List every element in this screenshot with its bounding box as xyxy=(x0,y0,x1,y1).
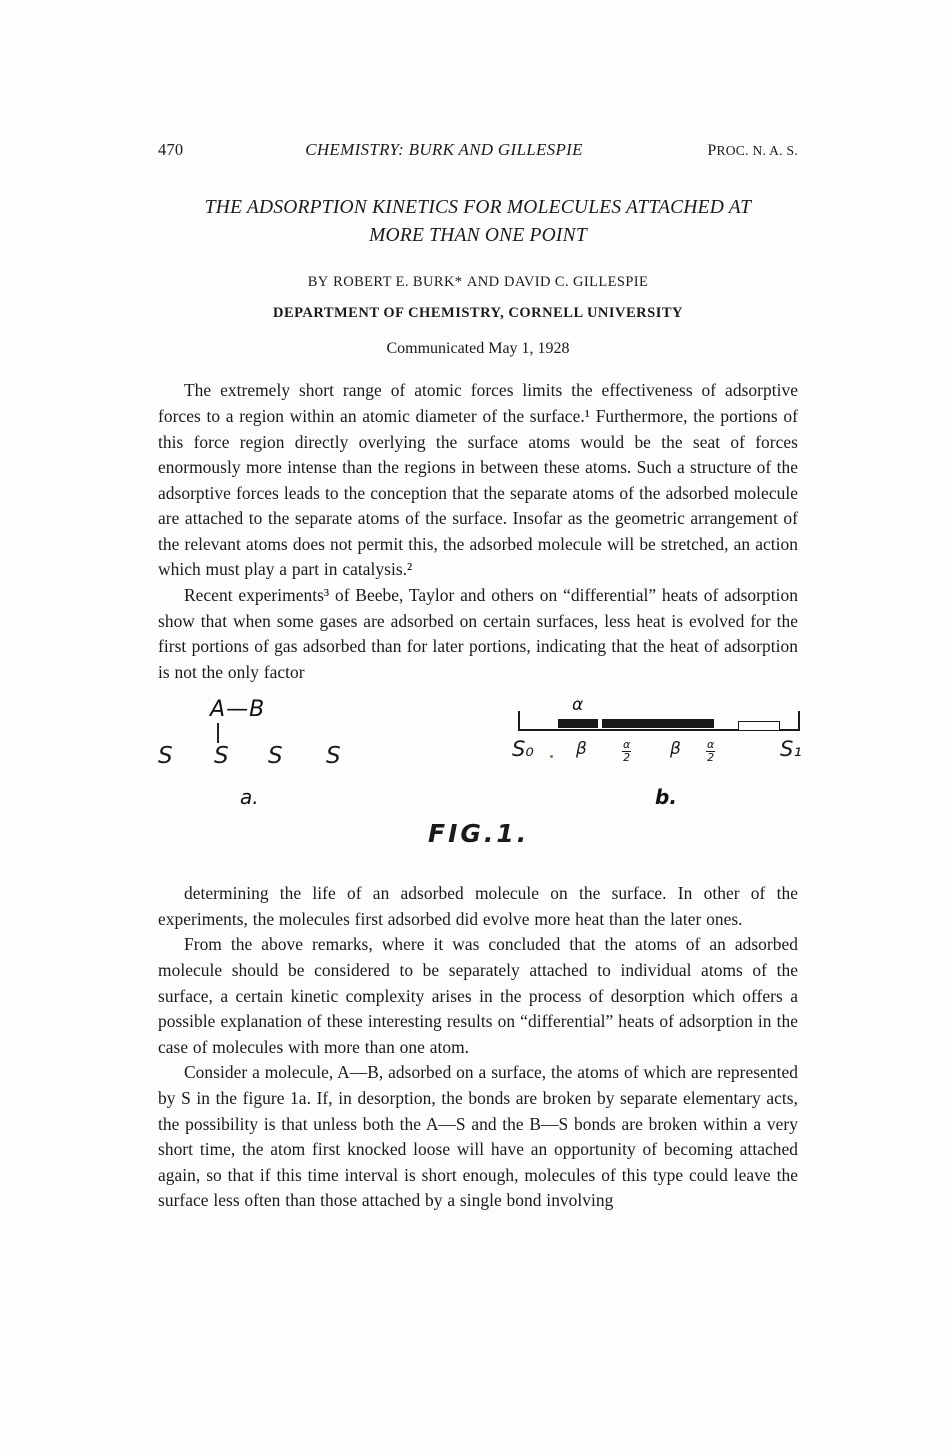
surface-atom-s2: S xyxy=(214,743,229,770)
affiliation: DEPARTMENT OF CHEMISTRY, CORNELL UNIVERSITY xyxy=(272,305,684,322)
site-label-s1: S₁ xyxy=(780,737,802,762)
running-head-journal xyxy=(670,142,798,160)
figure-sublabel-b: b. xyxy=(655,785,677,810)
article-title-line-1: THE ADSORPTION KINETICS FOR MOLECULES ATTACHED AT xyxy=(204,197,752,218)
potential-block-open xyxy=(738,721,780,731)
article-title xyxy=(158,194,798,249)
byline-author-2: DAVID C. GILLESPIE xyxy=(504,274,649,291)
site-label-s0: S₀ xyxy=(512,737,534,762)
figure-diagram-a xyxy=(158,697,418,827)
paragraph: Recent experiments³ of Beebe, Taylor and others on “differential” heats of adsorption show that when some gases are adsorbed on certain surfaces, less heat is evolved for the first portions of gas adsorbed than for later portions, indicating that the heat of adsorption is not the only factor xyxy=(158,585,798,682)
surface-atom-s4: S xyxy=(326,743,341,770)
journal-name: ROC. N. A. S. xyxy=(716,143,798,158)
half-alpha-2-denominator: 2 xyxy=(707,750,715,764)
paragraph: The extremely short range of atomic forces limits the effectiveness of adsorptive forces to a region within an atomic diameter of the surface.¹ Furthermore, the portions of this force region directly overlying the surface atoms would be the seat of forces enormously more intense than the regions in between these atoms. Such a structure of the adsorptive forces leads to the conception that the separate atoms of the adsorbed molecule are attached to the separate atoms of the surface. Insofar as the geometric arrangement of the relevant atoms does not permit this, the adsorbed molecule will be stretched, an action which must play a part in catalysis.² xyxy=(158,380,798,580)
figure-diagram-b xyxy=(510,697,810,837)
bond-stem xyxy=(217,723,219,743)
figure-1 xyxy=(158,695,802,867)
communicated-date: Communicated May 1, 1928 xyxy=(386,340,570,358)
atom-b-label: B xyxy=(249,697,266,723)
running-head xyxy=(158,140,798,160)
molecule-label-ab xyxy=(210,697,265,722)
byline-author-1: ROBERT E. BURK* xyxy=(333,274,463,291)
folio-number: 470 xyxy=(158,140,184,159)
byline-and: AND xyxy=(466,274,500,291)
half-alpha-1-denominator: 2 xyxy=(623,750,631,764)
beta-label-2: β xyxy=(670,739,681,760)
figure-caption: FIG.1. xyxy=(428,819,530,849)
half-alpha-label-2 xyxy=(706,739,715,763)
page-content xyxy=(158,140,802,1214)
figure-sublabel-a: a. xyxy=(240,785,259,810)
paragraph: From the above remarks, where it was concluded that the atoms of an adsorbed molecule should be considered to be separately attached to individual atoms of the surface, a certain kinetic complexity arises in the process of desorption which offers a possible explanation of these interesting results on “differential” heats of adsorption in the case of molecules with more than one atom. xyxy=(158,934,798,1057)
alpha-label: α xyxy=(572,695,584,716)
ink-speck xyxy=(550,755,553,758)
axis-tick-right xyxy=(798,711,800,731)
paragraph: determining the life of an adsorbed molecule on the surface. In other of the experiments, the molecules first adsorbed did evolve more heat than the later ones. xyxy=(158,883,798,929)
running-head-title: CHEMISTRY: BURK AND GILLESPIE xyxy=(305,140,583,159)
potential-block-middle xyxy=(602,719,714,728)
bond-dash: — xyxy=(226,697,250,723)
beta-label-1: β xyxy=(576,739,587,760)
byline xyxy=(158,271,798,291)
article-title-line-2: MORE THAN ONE POINT xyxy=(369,224,587,246)
half-alpha-1-numerator: α xyxy=(623,738,631,752)
paragraph: Consider a molecule, A—B, adsorbed on a surface, the atoms of which are represented by S in the figure 1a. If, in desorption, the bonds are broken by separate elementary acts, the possibility is that unless both the A—S and the B—S bonds are broken within a very short time, the atom first knocked loose will have an opportunity of becoming attached again, so that if this time interval is short enough, molecules of this type could leave the surface less often than those attached by a single bond involving xyxy=(158,1062,798,1211)
surface-atom-s3: S xyxy=(268,743,283,770)
potential-block-alpha xyxy=(558,719,598,728)
journal-prefix: P xyxy=(707,142,717,159)
byline-by: BY xyxy=(307,274,329,291)
axis-tick-left xyxy=(518,711,520,731)
half-alpha-label-1 xyxy=(622,739,631,763)
half-alpha-2-numerator: α xyxy=(707,738,715,752)
atom-a-label: A xyxy=(210,697,227,723)
surface-atom-s1: S xyxy=(158,743,173,770)
